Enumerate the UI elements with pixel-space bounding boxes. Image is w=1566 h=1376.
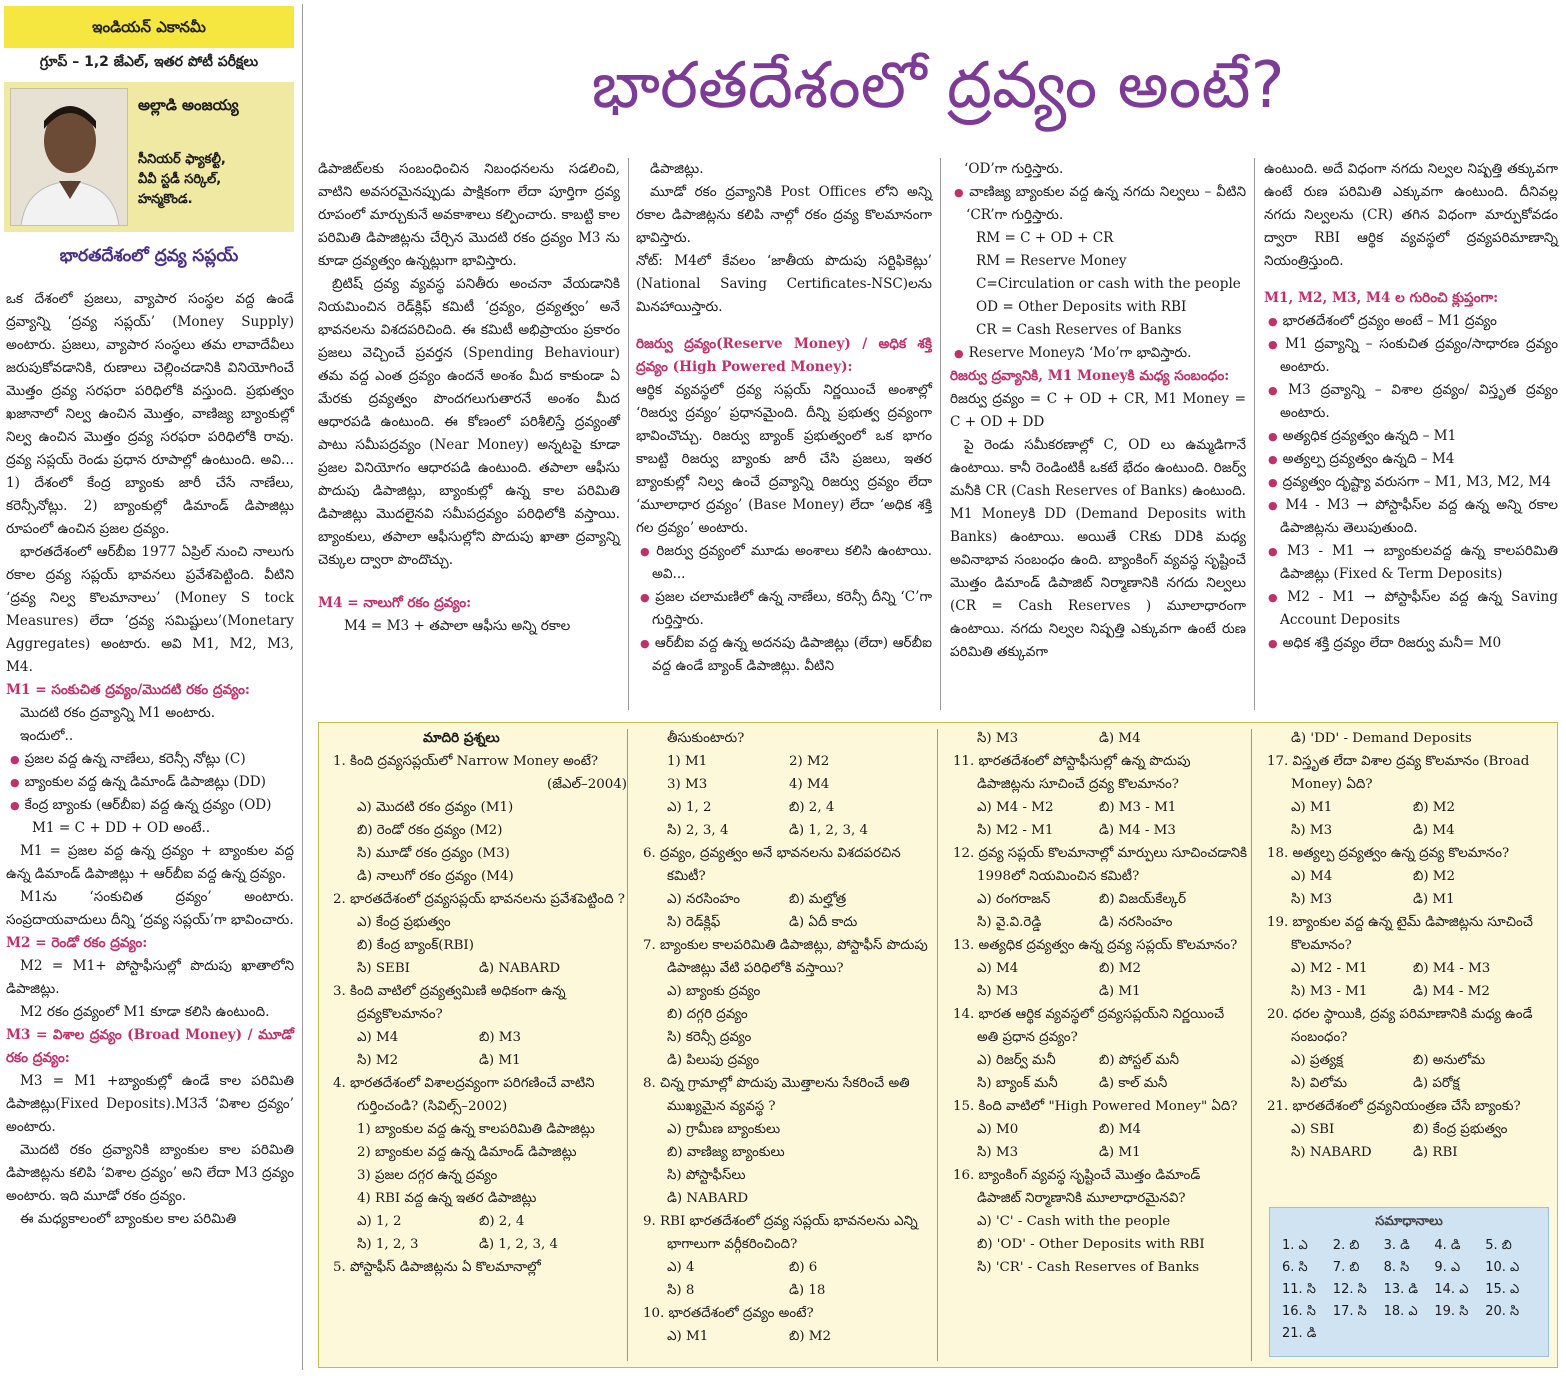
- option-row: [637, 911, 937, 934]
- answer-item: 10. ఎ: [1485, 1260, 1520, 1275]
- quiz-column-4: [1261, 727, 1551, 1164]
- option-row: [1261, 957, 1551, 980]
- question: 18. అత్యల్ప ద్రవ్యత్వం ఉన్న ద్రవ్య కొలమానం?: [1267, 846, 1510, 861]
- paragraph: డిపాజిట్లు.: [650, 161, 704, 177]
- question: 21. భారతదేశంలో ద్రవ్యనియంత్రణ చేసే బ్యాంకు?: [1267, 1099, 1521, 1114]
- bullet-item: ● రిజర్వు ద్రవ్యంలో మూడు అంశాలు కలిసి ఉంటాయి. అవి...: [636, 540, 932, 586]
- answer-item: 17. సి: [1332, 1304, 1367, 1319]
- option: సి) 1, 2, 3: [357, 1237, 419, 1252]
- option-row: [327, 1049, 627, 1072]
- option: బి) M4 - M3: [1413, 961, 1491, 976]
- bullet-item: ● అత్యధిక ద్రవ్యత్వం ఉన్నది – M1: [1264, 425, 1558, 448]
- option: సి) బ్యాంక్ మనీ: [977, 1076, 1058, 1091]
- paragraph: భారతదేశంలో ఆర్‌బీఐ 1977 ఏప్రిల్ నుంచి నాలుగు రకాల ద్రవ్య సప్లయ్ భావనలు ప్రవేశపెట్టింది. వీటిని ‘ద్రవ్య నిల్వ కొలమానాలు’ (Money S tock Measures) లేదా ‘ద్రవ్య సమిష్టులు’(Monetary Aggregates) అంటారు. అవి M1, M2, M3, M4.: [6, 544, 294, 675]
- author-name: అల్లాడి అంజయ్య: [138, 96, 239, 114]
- answer-item: 7. బి: [1332, 1260, 1360, 1275]
- paragraph: M1 = ప్రజల వద్ద ఉన్న ద్రవ్యం + బ్యాంకుల వద్ద ఉన్న డిమాండ్ డిపాజిట్లు + ఆర్‌బీఐ వద్ద ఉన్న ద్రవ్యం.: [6, 843, 294, 882]
- option: డి) M1: [1413, 892, 1455, 907]
- question: 8. చిన్న గ్రామాల్లో పొదుపు మొత్తాలను సేకరించే అతి ముఖ్యమైన వ్యవస్థ ?: [643, 1076, 910, 1114]
- option: బి) 'OD' - Other Deposits with RBI: [977, 1237, 1205, 1252]
- paragraph: ఆర్థిక వ్యవస్థలో ద్రవ్య సప్లయ్ నిర్ణయించే అంశాల్లో ‘రిజర్వు ద్రవ్యం’ ప్రధానమైంది. దీన్ని ప్రభుత్వ ద్రవ్యంగా భావించొచ్చు. రిజర్వు బ్యాంక్ ప్రభుత్వంలో ఒక భాగం కాబట్టి రిజర్వు బ్యాంకు జారీ చేసి ప్రజలు, ఇతర బ్యాంకుల్లో నిల్వ ఉంచే ద్రవ్యాన్ని రిజర్వు ద్రవ్యం లేదా ‘మూలాధార ద్రవ్యం’ (Base Money) లేదా ‘అధిక శక్తి గల ద్రవ్యం’ అంటారు.: [636, 382, 932, 536]
- option: సి) M3: [977, 1145, 1019, 1160]
- paragraph: ‘OD’గా గుర్తిస్తారు.: [964, 161, 1064, 177]
- option: డి) 1, 2, 3, 4: [479, 1237, 559, 1252]
- option: సి) NABARD: [1291, 1145, 1372, 1160]
- option-row: [947, 888, 1247, 911]
- option: 3) M3: [667, 777, 708, 792]
- option: సి) విలోమ: [1291, 1076, 1348, 1091]
- bullet-item: ● M4 - M3 → పోస్టాఫీస్‌ల వద్ద ఉన్న అన్ని రకాల డిపాజిట్లను తెలుపుతుంది.: [1264, 494, 1558, 540]
- option-row: [637, 819, 937, 842]
- question: 13. అత్యధిక ద్రవ్యత్వం ఉన్న ద్రవ్య సప్లయ్ కొలమానం?: [953, 938, 1238, 953]
- bullet-item: ● ప్రజల చలామణిలో ఉన్న నాణేలు, కరెన్సీ దీన్ని ‘C’గా గుర్తిస్తారు.: [636, 586, 932, 632]
- option: డి) M1: [1099, 984, 1141, 999]
- option: డి) NABARD: [479, 961, 561, 976]
- answers-box: [1269, 1207, 1549, 1357]
- author-desig-line: సీనియర్ ఫ్యాకల్టీ,: [138, 152, 226, 167]
- option: డి) M4 - M3: [1099, 823, 1176, 838]
- answer-item: 13. డి: [1383, 1282, 1419, 1297]
- option-row: [637, 796, 937, 819]
- option: డి) M4: [1099, 731, 1141, 746]
- option: డి) M1: [1099, 1145, 1141, 1160]
- question: 2. భారతదేశంలో ద్రవ్యసప్లయ్ భావనలను ప్రవేశపెట్టింది ?: [333, 892, 625, 907]
- option: 1) M1: [667, 754, 708, 769]
- option: ఎ) బ్యాంకు ద్రవ్యం: [667, 984, 761, 999]
- bullet-item: ● బ్యాంకుల వద్ద ఉన్న డిమాండ్ డిపాజిట్లు (DD): [6, 771, 294, 794]
- answer-item: 16. సి: [1282, 1304, 1316, 1319]
- option: సి) M3: [1291, 823, 1333, 838]
- option: ఎ) 'C' - Cash with the people: [977, 1214, 1171, 1229]
- bullet-item: ● అత్యల్ప ద్రవ్యత్వం ఉన్నది – M4: [1264, 448, 1558, 471]
- option-row: [947, 1141, 1247, 1164]
- paragraph: ఈ మధ్యకాలంలో బ్యాంకుల కాల పరిమితి: [20, 1211, 237, 1227]
- paragraph: M1ను ‘సంకుచిత ద్రవ్యం’ అంటారు. సంప్రదాయవాదులు దీన్ని ‘ద్రవ్య సప్లయ్’గా భావించారు.: [6, 889, 294, 928]
- answer-item: 18. ఎ: [1383, 1304, 1418, 1319]
- option-row: [1261, 1141, 1551, 1164]
- option-row: [327, 1026, 627, 1049]
- option-row: [947, 957, 1247, 980]
- option-row: [947, 1049, 1247, 1072]
- column-divider: [302, 4, 303, 1370]
- answer-item: 19. సి: [1434, 1304, 1469, 1319]
- article-column-3: [636, 158, 932, 678]
- bullet-item: ● వాణిజ్య బ్యాంకుల వద్ద ఉన్న నగదు నిల్వలు – వీటిని ‘CR’గా గుర్తిస్తారు.: [950, 181, 1246, 227]
- paragraph: నోట్: M4లో కేవలం ‘జాతీయ పొదుపు సర్టిఫికెట్లు’ (National Saving Certificates-NSC)లను మినహాయిస్తారు.: [636, 253, 932, 315]
- option: డి) ఏదీ కాదు: [789, 915, 858, 930]
- option: బి) M2: [1413, 869, 1456, 884]
- question: 14. భారత ఆర్థిక వ్యవస్థలో ద్రవ్యసప్లయ్‌ని నిర్ణయించే అతి ప్రధాన ద్రవ్యం?: [953, 1007, 1225, 1045]
- column-divider: [627, 729, 628, 1361]
- option-row: [947, 727, 1247, 750]
- column-divider: [1251, 729, 1252, 1361]
- option: ఎ) M1: [667, 1329, 709, 1344]
- option: బి) 2, 4: [789, 800, 835, 815]
- bullet-item: ● ఆర్‌బీఐ వద్ద ఉన్న అదనపు డిపాజిట్లు (లేదా) ఆర్‌బీఐ వద్ద ఉండే బ్యాంక్ డిపాజిట్లు. వీటిని: [636, 632, 932, 678]
- option: బి) కేంద్ర ప్రభుత్వం: [1413, 1122, 1508, 1137]
- question: 9. RBI భారతదేశంలో ద్రవ్య సప్లయ్ భావనలను ఎన్ని భాగాలుగా వర్గీకరించింది?: [643, 1214, 918, 1252]
- quiz-column-2: [637, 727, 937, 1348]
- bullet-item: ● అధిక శక్తి ద్రవ్యం లేదా రిజర్వు మనీ= M0: [1264, 632, 1558, 655]
- question: 5. పోస్టాఫీస్ డిపాజిట్లను ఏ కొలమానాల్లో: [333, 1260, 541, 1275]
- answer-item: 12. సి: [1332, 1282, 1367, 1297]
- answer-item: 21. డి: [1282, 1326, 1317, 1341]
- option: డి) M1: [479, 1053, 521, 1068]
- paragraph: ఇందులో..: [20, 728, 74, 744]
- option: సి) 8: [667, 1283, 695, 1298]
- article-column-1: [6, 288, 294, 1231]
- paragraph: మొదటి రకం ద్రవ్యాన్ని M1 అంటారు.: [20, 705, 216, 721]
- option: సి) M2 - M1: [977, 823, 1054, 838]
- quiz-title: మాదిరి ప్రశ్నలు: [423, 730, 500, 746]
- option: ఎ) గ్రామీణ బ్యాంకులు: [667, 1122, 781, 1137]
- quiz-column-1: [327, 727, 627, 1279]
- question: 12. ద్రవ్య సప్లయ్ కొలమానాల్లో మార్పులు సూచించడానికి 1998లో నియమించిన కమిటీ?: [953, 846, 1247, 884]
- equation: OD = Other Deposits with RBI: [976, 299, 1187, 315]
- paragraph: డిపాజిట్‌లకు సంబంధించిన నిబంధనలను సడలించి, వాటిని అవసరమైనప్పుడు పాక్షికంగా లేదా పూర్తిగా ద్రవ్య రూపంలో మార్చుకునే అవకాశాలు కల్పించారు. కాబట్టి కాల పరిమితి డిపాజిట్లను చేర్చిన మొదటి రకం ద్రవ్యం M3 ను కూడా ద్రవ్యత్వం ఉన్నట్లుగా భావిస్తారు.: [318, 161, 620, 269]
- bullet-item: ● Reserve Moneyని ‘Mo’గా భావిస్తారు.: [950, 342, 1246, 365]
- question: 1. కింది ద్రవ్యసప్లయ్‌లో Narrow Money అంటే?: [333, 754, 599, 769]
- option: బి) M2: [789, 1329, 832, 1344]
- option-row: [1261, 865, 1551, 888]
- option: ఎ) రంగరాజన్: [977, 892, 1051, 907]
- author-box: [4, 82, 294, 232]
- answers-title: సమాధానాలు: [1375, 1214, 1443, 1229]
- option-row: [1261, 796, 1551, 819]
- article-column-4: [950, 158, 1246, 664]
- answer-item: 4. డి: [1434, 1238, 1461, 1253]
- column-divider: [1254, 158, 1255, 710]
- subheading: M4 = నాలుగో రకం ద్రవ్యం:: [318, 595, 472, 611]
- paragraph: M2 రకం ద్రవ్యంలో M1 కూడా కలిసి ఉంటుంది.: [20, 1004, 270, 1020]
- answer-item: 14. ఎ: [1434, 1282, 1469, 1297]
- question: 17. విస్తృత లేదా విశాల ద్రవ్య కొలమానం (Broad Money) ఏది?: [1267, 754, 1530, 792]
- option: ఎ) SBI: [1291, 1122, 1335, 1137]
- option-row: [637, 773, 937, 796]
- paragraph: M2 = M1+ పోస్టాఫీసుల్లో పొదుపు ఖాతాలోని డిపాజిట్లు.: [6, 958, 294, 997]
- option: 1) బ్యాంకుల వద్ద ఉన్న కాలపరిమితి డిపాజిట్లు: [357, 1122, 595, 1137]
- paragraph: ఉంటుంది. అదే విధంగా నగదు నిల్వల నిష్పత్తి తక్కువగా ఉంటే రుణ పరిమితి ఎక్కువగా ఉంటుంది. దీనివల్ల నగదు నిల్వలను (CR) తగిన విధంగా మార్పుకోవడం ద్వారా RBI ఆర్థిక వ్యవస్థలో ద్రవ్యపరిమాణాన్ని నియంత్రిస్తుంది.: [1264, 161, 1558, 269]
- option: 3) ప్రజల దగ్గర ఉన్న ద్రవ్యం: [357, 1168, 498, 1183]
- option: బి) 2, 4: [479, 1214, 525, 1229]
- article-column-5: [1264, 158, 1558, 655]
- option: ఎ) 4: [667, 1260, 695, 1275]
- paragraph: మూడో రకం ద్రవ్యానికి Post Offices లోని అన్ని రకాల డిపాజిట్లను కలిపి నాల్గో రకం ద్రవ్య కొలమానంగా భావిస్తారు.: [636, 184, 932, 246]
- option-row: [637, 1325, 937, 1348]
- answer-item: 15. ఎ: [1485, 1282, 1520, 1297]
- option: బి) M3 - M1: [1099, 800, 1177, 815]
- option: బి) రెండో రకం ద్రవ్యం (M2): [357, 823, 503, 838]
- option: బి) కేంద్ర బ్యాంక్(RBI): [357, 938, 474, 953]
- option-row: [637, 750, 937, 773]
- option: సి) M3 - M1: [1291, 984, 1368, 999]
- option-row: [327, 1210, 627, 1233]
- option: సి) కరెన్సీ ద్రవ్యం: [667, 1030, 752, 1045]
- answer-item: 6. సి: [1282, 1260, 1308, 1275]
- subheading: రిజర్వు ద్రవ్యం(Reserve Money) / అధిక శక్తి ద్రవ్యం (High Powered Money):: [636, 336, 932, 375]
- option-row: [637, 1279, 937, 1302]
- option: డి) కాల్ మనీ: [1099, 1076, 1168, 1091]
- option-row: [1261, 888, 1551, 911]
- option: డి) M4 - M2: [1413, 984, 1490, 999]
- option: బి) 6: [789, 1260, 818, 1275]
- option-row: [947, 980, 1247, 1003]
- option: డి) NABARD: [667, 1191, 749, 1206]
- answer-item: 1. ఎ: [1282, 1238, 1308, 1253]
- page-title: భారతదేశంలో ద్రవ్యం అంటే?: [591, 49, 1285, 123]
- option: డి) 18: [789, 1283, 826, 1298]
- category-banner: ఇండియన్ ఎకానమీ: [4, 6, 294, 48]
- paragraph: మొదటి రకం ద్రవ్యానికి బ్యాంకుల కాల పరిమితి డిపాజిట్లను కలిపి ‘విశాల ద్రవ్యం’ అని లేదా M3 ద్రవ్యం అంటారు. ఇది మూడో రకం ద్రవ్యం.: [6, 1142, 294, 1204]
- model-questions-box: [318, 722, 1558, 1368]
- option: బి) అనులోమ: [1413, 1053, 1486, 1068]
- option: ఎ) రిజర్వ్ మనీ: [977, 1053, 1056, 1068]
- paragraph: M3 = M1 +బ్యాంకుల్లో ఉండే కాల పరిమితి డిపాజిట్లు(Fixed Deposits).M3నే ‘విశాల ద్రవ్యం’ అంటారు.: [6, 1073, 294, 1135]
- option: సి) రెడ్‌క్లిఫ్: [667, 915, 721, 930]
- option: ఎ) 1, 2: [667, 800, 712, 815]
- option: ఎ) M2 - M1: [1291, 961, 1368, 976]
- option: సి) M3: [977, 984, 1019, 999]
- answers-grid: [1270, 1232, 1548, 1350]
- question: 11. భారతదేశంలో పోస్టాఫీసుల్లో ఉన్న పొదుపు డిపాజిట్లను సూచించే ద్రవ్య కొలమానం?: [953, 754, 1191, 792]
- answer-item: 11. సి: [1282, 1282, 1316, 1297]
- option: ఎ) M0: [977, 1122, 1019, 1137]
- option: ఎ) M1: [1291, 800, 1333, 815]
- option: ఎ) M4 - M2: [977, 800, 1054, 815]
- option: ఎ) మొదటి రకం ద్రవ్యం (M1): [357, 800, 514, 815]
- option: 2) బ్యాంకుల వద్ద ఉన్న డిమాండ్ డిపాజిట్లు: [357, 1145, 577, 1160]
- equation: M4 = M3 + తపాలా ఆఫీసు అన్ని రకాల: [344, 618, 571, 634]
- question: 16. బ్యాంకింగ్ వ్యవస్థ సృష్టించే మొత్తం డిమాండ్ డిపాజిట్ నిర్మాణానికి మూలాధారమైనవి?: [953, 1168, 1201, 1206]
- option: 4) M4: [789, 777, 830, 792]
- subheading: రిజర్వు ద్రవ్యానికి, M1 Moneyకి మధ్య సంబంధం:: [950, 368, 1230, 384]
- option-row: [637, 1256, 937, 1279]
- bullet-item: ● M3 - M1 → బ్యాంకులవద్ద ఉన్న కాలపరిమితి డిపాజిట్లు (Fixed & Term Deposits): [1264, 540, 1558, 586]
- equation: CR = Cash Reserves of Banks: [976, 322, 1182, 338]
- subheading: M1 = సంకుచిత ద్రవ్యం/మొదటి రకం ద్రవ్యం:: [6, 682, 250, 698]
- answer-item: 3. డి: [1383, 1238, 1410, 1253]
- column-divider: [937, 729, 938, 1361]
- bullet-item: ● భారతదేశంలో ద్రవ్యం అంటే – M1 ద్రవ్యం: [1264, 310, 1558, 333]
- option: బి) M2: [1413, 800, 1456, 815]
- answer-item: 9. ఎ: [1434, 1260, 1461, 1275]
- author-desig-line: హన్మకొండ.: [138, 192, 193, 207]
- option: సి) పోస్టాఫీస్‌లు: [667, 1168, 746, 1183]
- option-row: [1261, 819, 1551, 842]
- option: 4) RBI వద్ద ఉన్న ఇతర డిపాజిట్లు: [357, 1191, 537, 1206]
- option: బి) మల్హోత్ర: [789, 892, 847, 907]
- option: సి) వై.వి.రెడ్డి: [977, 915, 1042, 930]
- option-row: [327, 957, 627, 980]
- equation: M1 = C + DD + OD అంటే..: [32, 820, 211, 836]
- question-continuation: తీసుకుంటారు?: [667, 731, 745, 746]
- option: ఎ) M4: [357, 1030, 399, 1045]
- option-row: [1261, 1049, 1551, 1072]
- option: ఎ) 1, 2: [357, 1214, 402, 1229]
- option: డి) 'DD' - Demand Deposits: [1291, 731, 1472, 746]
- option-row: [1261, 1072, 1551, 1095]
- subheading: M2 = రెండో రకం ద్రవ్యం:: [6, 935, 148, 951]
- equation: RM = Reserve Money: [976, 253, 1127, 269]
- option: సి) M2: [357, 1053, 399, 1068]
- option: బి) పోస్టల్ మనీ: [1099, 1053, 1180, 1068]
- answer-item: 2. బి: [1332, 1238, 1360, 1253]
- author-photo: [10, 88, 128, 226]
- option: సి) 'CR' - Cash Reserves of Banks: [977, 1260, 1200, 1275]
- column-divider: [940, 158, 941, 710]
- option-row: [947, 1072, 1247, 1095]
- paragraph: బ్రిటిష్ ద్రవ్య వ్యవస్థ పనితీరు అంచనా వేయడానికి నియమించిన రెడ్‌క్లిఫ్ కమిటీ ‘ద్రవ్యం, ద్రవ్యత్వం’ అనే భావనలను విశదపరిచింది. ఈ కమిటీ అభిప్రాయం ప్రకారం ప్రజలు వెచ్చించే ప్రవర్తన (Spending Behaviour) తమ వద్ద ఎంత ద్రవ్యం ఉందనే అంశం మీద కాకుండా ఏ మేరకు ద్రవ్యత్వం పొందగలుగుతారనే అంశం మీద ఆధారపడి ఉంటుంది. ఈ కోణంలో పరిశీలిస్తే ద్రవ్యంతో పాటు సమీపద్రవ్యం (Near Money) అన్నటపై కూడా ప్రజల వినియోగం ఆధారపడి ఉంటుంది. తపాలా ఆఫీసు పొదుపు డిపాజిట్లు, బ్యాంకుల్లో ఉన్న కాల పరిమితి డిపాజిట్లు మొదలైనవి సమీపద్రవ్యం పరిధిలోకి వస్తాయి. బ్యాంకులు, తపాలా ఆఫీసుల్లోని పొదుపు ఖాతా ద్రవ్యాన్ని చెక్కుల ద్వారా పొందొచ్చు.: [318, 276, 620, 568]
- option: ఎ) M4: [977, 961, 1019, 976]
- question-source: (జేఎల్–2004): [546, 777, 627, 792]
- question: 10. భారతదేశంలో ద్రవ్యం అంటే?: [643, 1306, 814, 1321]
- paragraph: పై రెండు సమీకరణాల్లో C, OD లు ఉమ్మడిగానే ఉంటాయి. కానీ రెండింటికీ ఒకటే భేదం ఉంటుంది. రిజర్వ్ మనీకి CR (Cash Reserves of Banks) ఉంటుంది. M1 Moneyకి DD (Demand Deposits with Banks) ఉంటాయి. అయితే CRకు DDకి మధ్య అవినాభావ సంబంధం ఉంది. బ్యాంకింగ్ వ్యవస్థ సృష్టించే మొత్తం డిమాండ్ డిపాజిట్ నిర్మాణానికి నగదు నిల్వలు (CR = Cash Reserves ) మూలాధారంగా ఉంటాయి. నగదు నిల్వల నిష్పత్తి ఎక్కువగా ఉంటే రుణ పరిమితి తక్కువగా: [950, 437, 1246, 660]
- bullet-item: ● M2 - M1 → పోస్టాఫీస్‌ల వద్ద ఉన్న Saving Account Deposits: [1264, 586, 1558, 632]
- author-desig-line: వీవీ స్టడీ సర్కిల్,: [138, 172, 222, 187]
- option: సి) SEBI: [357, 961, 410, 976]
- option-row: [1261, 1118, 1551, 1141]
- bullet-item: ● M3 ద్రవ్యాన్ని – విశాల ద్రవ్యం/ విస్తృత ద్రవ్యం అంటారు.: [1264, 379, 1558, 425]
- answer-item: 8. సి: [1383, 1260, 1410, 1275]
- answer-item: 5. బి: [1485, 1238, 1512, 1253]
- option-row: [1261, 980, 1551, 1003]
- question: 19. బ్యాంకుల వద్ద ఉన్న టైమ్ డిపాజిట్లను సూచించే కొలమానం?: [1267, 915, 1533, 953]
- bullet-item: ● ప్రజల వద్ద ఉన్న నాణేలు, కరెన్సీ నోట్లు (C): [6, 748, 294, 771]
- option: బి) వాణిజ్య బ్యాంకులు: [667, 1145, 785, 1160]
- option: బి) దగ్గరి ద్రవ్యం: [667, 1007, 748, 1022]
- subheading: M1, M2, M3, M4 ల గురించి క్లుప్తంగా:: [1264, 290, 1499, 306]
- question: 20. ధరల స్థాయికి, ద్రవ్య పరిమాణానికి మధ్య ఉండే సంబంధం?: [1267, 1007, 1533, 1045]
- option: ఎ) నరసింహం: [667, 892, 741, 907]
- option-row: [947, 1118, 1247, 1141]
- bullet-item: ● M1 ద్రవ్యాన్ని – సంకుచిత ద్రవ్యం/సాధారణ ద్రవ్యం అంటారు.: [1264, 333, 1558, 379]
- article-column-2: [318, 158, 620, 638]
- question: 3. కింది వాటిలో ద్రవ్యత్వమిణి అధికంగా ఉన్న ద్రవ్యకొలమానం?: [333, 984, 566, 1022]
- option: డి) RBI: [1413, 1145, 1458, 1160]
- bullet-item: ● కేంద్ర బ్యాంకు (ఆర్‌బీఐ) వద్ద ఉన్న ద్రవ్యం (OD): [6, 794, 294, 817]
- option: సి) M3: [1291, 892, 1333, 907]
- question: 6. ద్రవ్యం, ద్రవ్యత్వం అనే భావనలను విశదపరచిన కమిటీ?: [643, 846, 901, 884]
- option-row: [947, 911, 1247, 934]
- option: ఎ) M4: [1291, 869, 1333, 884]
- option: ఎ) ప్రత్యక్ష: [1291, 1053, 1343, 1068]
- equation: C=Circulation or cash with the people: [976, 276, 1241, 292]
- answer-item: 20. సి: [1485, 1304, 1520, 1319]
- option: ఎ) కేంద్ర ప్రభుత్వం: [357, 915, 451, 930]
- option-row: [947, 796, 1247, 819]
- column-divider: [628, 158, 629, 710]
- option: బి) M2: [1099, 961, 1142, 976]
- question: 15. కింది వాటిలో "High Powered Money" ఏది?: [953, 1099, 1238, 1114]
- option: డి) నాలుగో రకం ద్రవ్యం (M4): [357, 869, 514, 884]
- question: 7. బ్యాంకుల కాలపరిమితి డిపాజిట్లు, పోస్టాఫీస్ పొదుపు డిపాజిట్లు వేటి పరిధిలోకి వస్తాయి?: [643, 938, 928, 976]
- section-title: భారతదేశంలో ద్రవ్య సప్లయ్: [59, 246, 239, 266]
- equation: RM = C + OD + CR: [976, 230, 1114, 246]
- subheading: M3 = విశాల ద్రవ్యం (Broad Money) / మూడో రకం ద్రవ్యం:: [6, 1027, 294, 1066]
- exam-label: గ్రూప్ – 1,2 జేఎల్, ఇతర పోటీ పరీక్షలు: [39, 54, 259, 70]
- option: సి) మూడో రకం ద్రవ్యం (M3): [357, 846, 510, 861]
- option: డి) పరోక్ష: [1413, 1076, 1460, 1091]
- option: 2) M2: [789, 754, 830, 769]
- option: బి) విజయ్‌కేల్కర్: [1099, 892, 1187, 907]
- option: బి) M4: [1099, 1122, 1142, 1137]
- option: సి) M3: [977, 731, 1019, 746]
- option: డి) M4: [1413, 823, 1455, 838]
- question: 4. భారతదేశంలో విశాలద్రవ్యంగా పరిగణించే వాటిని గుర్తించండి? (సివిల్స్–2002): [333, 1076, 595, 1114]
- equation: రిజర్వు ద్రవ్యం = C + OD + CR, M1 Money = C + OD + DD: [950, 391, 1246, 430]
- option-row: [637, 888, 937, 911]
- option: సి) 2, 3, 4: [667, 823, 729, 838]
- option-row: [327, 1233, 627, 1256]
- option: డి) నరసింహం: [1099, 915, 1173, 930]
- paragraph: ఒక దేశంలో ప్రజలు, వ్యాపార సంస్థల వద్ద ఉండే ద్రవ్యాన్ని ‘ద్రవ్య సప్లయ్’ (Money Supply) అంటారు. ప్రజలు, వ్యాపార సంస్థలు తమ లావాదేవీలు జరుపుకోవడానికి, రుణాలు చెల్లించడానికి వినియోగించే మొత్తం ద్రవ్య సరఫరా పరిధిలోకి వస్తుంది. ప్రభుత్వం ఖజానాలో నిల్వ ఉంచిన మొత్తం, వాణిజ్య బ్యాంకుల్లో నిల్వ ఉంచిన మొత్తం ద్రవ్య సరఫరా పరిధిలోకి రావు. ద్రవ్య సప్లయ్ రెండు ప్రధాన రూపాల్లో ఉంటుంది. అవి... 1) దేశంలో కేంద్ర బ్యాంకు జారీ చేసే నాణేలు, కరెన్సీనోట్లు. 2) బ్యాంకుల్లో డిమాండ్ డిపాజిట్లు రూపంలో ఉంచిన ప్రజల ద్రవ్యం.: [6, 291, 294, 537]
- option: బి) M3: [479, 1030, 522, 1045]
- author-designation: [138, 150, 288, 210]
- quiz-column-3: [947, 727, 1247, 1279]
- bullet-item: ● ద్రవ్యత్వం దృష్ట్యా వరుసగా – M1, M3, M2, M4: [1264, 471, 1558, 494]
- option: డి) పిలుపు ద్రవ్యం: [667, 1053, 760, 1068]
- option: డి) 1, 2, 3, 4: [789, 823, 869, 838]
- option-row: [947, 819, 1247, 842]
